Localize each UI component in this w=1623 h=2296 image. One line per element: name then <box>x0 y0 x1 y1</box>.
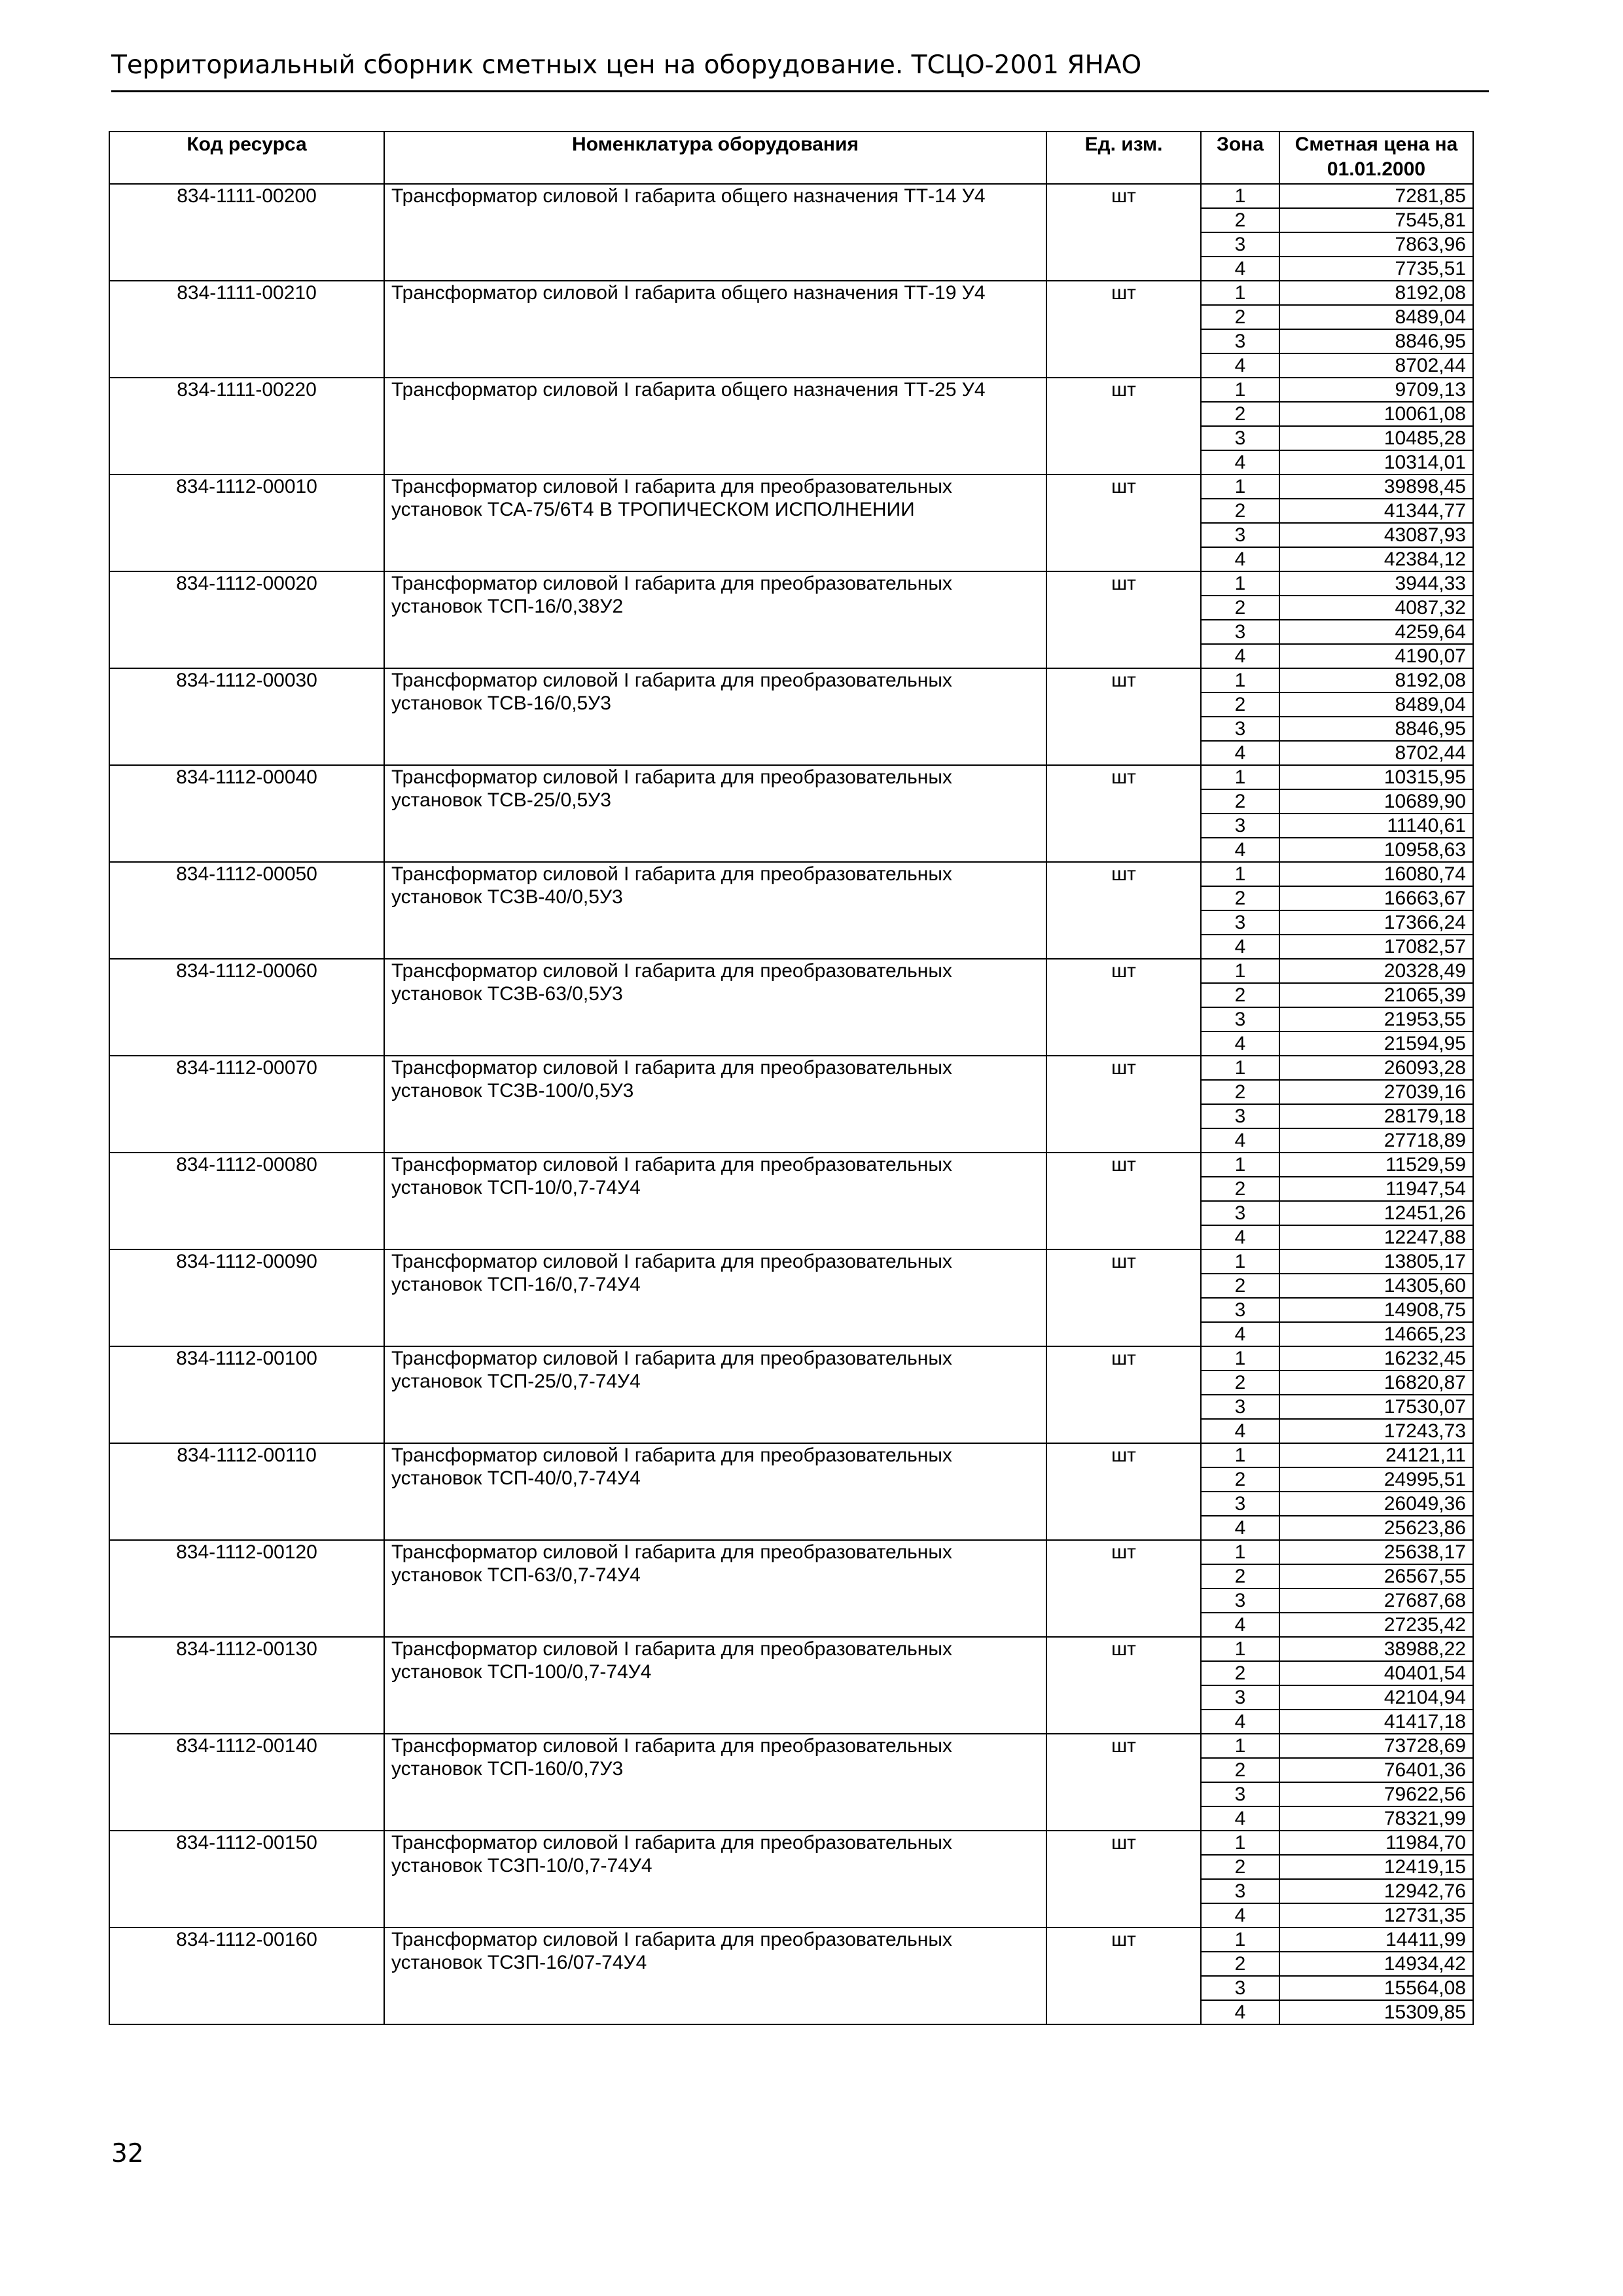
table-row <box>109 475 1473 499</box>
table-row <box>109 1734 1473 1758</box>
unit-cell: шт <box>1046 1346 1201 1443</box>
zone-cell: 3 <box>1201 1395 1279 1419</box>
unit-cell: шт <box>1046 959 1201 1056</box>
price-cell: 10315,95 <box>1279 765 1473 789</box>
zone-cell: 1 <box>1201 1346 1279 1371</box>
resource-code: 834-1112-00100 <box>109 1346 384 1443</box>
zone-cell: 2 <box>1201 499 1279 523</box>
unit-cell: шт <box>1046 1831 1201 1928</box>
zone-cell: 3 <box>1201 717 1279 741</box>
table-row <box>109 1249 1473 1274</box>
price-cell: 11529,59 <box>1279 1153 1473 1177</box>
price-cell: 28179,18 <box>1279 1104 1473 1128</box>
zone-cell: 4 <box>1201 450 1279 475</box>
price-cell: 25638,17 <box>1279 1540 1473 1564</box>
zone-cell: 4 <box>1201 1516 1279 1540</box>
table-row <box>109 378 1473 402</box>
zone-cell: 1 <box>1201 184 1279 208</box>
resource-code: 834-1112-00130 <box>109 1637 384 1734</box>
price-cell: 12247,88 <box>1279 1225 1473 1249</box>
zone-cell: 2 <box>1201 305 1279 329</box>
resource-code: 834-1111-00210 <box>109 281 384 378</box>
zone-cell: 3 <box>1201 426 1279 450</box>
price-cell: 8702,44 <box>1279 741 1473 765</box>
resource-code: 834-1112-00120 <box>109 1540 384 1637</box>
price-cell: 7545,81 <box>1279 208 1473 232</box>
table-row <box>109 1637 1473 1661</box>
price-cell: 10061,08 <box>1279 402 1473 426</box>
resource-code: 834-1112-00010 <box>109 475 384 571</box>
zone-cell: 4 <box>1201 1225 1279 1249</box>
price-cell: 16820,87 <box>1279 1371 1473 1395</box>
table-row <box>109 765 1473 789</box>
unit-cell: шт <box>1046 668 1201 765</box>
price-cell: 8192,08 <box>1279 668 1473 692</box>
equipment-name: Трансформатор силовой I габарита для преобразовательных установок ТСЗВ-40/0,5У3 <box>384 862 1046 959</box>
table-row <box>109 862 1473 886</box>
equipment-name: Трансформатор силовой I габарита для преобразовательных установок ТСЗВ-100/0,5У3 <box>384 1056 1046 1153</box>
zone-cell: 4 <box>1201 257 1279 281</box>
zone-cell: 3 <box>1201 1492 1279 1516</box>
zone-cell: 3 <box>1201 1201 1279 1225</box>
price-cell: 10689,90 <box>1279 789 1473 814</box>
price-cell: 4087,32 <box>1279 596 1473 620</box>
zone-cell: 1 <box>1201 1734 1279 1758</box>
column-header-name: Номенклатура оборудования <box>384 132 1046 184</box>
price-cell: 15564,08 <box>1279 1976 1473 2000</box>
resource-code: 834-1112-00040 <box>109 765 384 862</box>
price-cell: 17530,07 <box>1279 1395 1473 1419</box>
price-cell: 7863,96 <box>1279 232 1473 257</box>
zone-cell: 3 <box>1201 620 1279 644</box>
zone-cell: 2 <box>1201 1564 1279 1588</box>
zone-cell: 3 <box>1201 1298 1279 1322</box>
zone-cell: 3 <box>1201 1007 1279 1031</box>
table-row <box>109 959 1473 983</box>
unit-cell: шт <box>1046 1637 1201 1734</box>
price-cell: 13805,17 <box>1279 1249 1473 1274</box>
price-cell: 17082,57 <box>1279 935 1473 959</box>
price-cell: 41417,18 <box>1279 1710 1473 1734</box>
zone-cell: 4 <box>1201 741 1279 765</box>
price-cell: 8702,44 <box>1279 353 1473 378</box>
zone-cell: 3 <box>1201 1588 1279 1613</box>
zone-cell: 3 <box>1201 1976 1279 2000</box>
price-cell: 10314,01 <box>1279 450 1473 475</box>
price-cell: 21594,95 <box>1279 1031 1473 1056</box>
unit-cell: шт <box>1046 184 1201 281</box>
table-row <box>109 1540 1473 1564</box>
unit-cell: шт <box>1046 378 1201 475</box>
price-cell: 25623,86 <box>1279 1516 1473 1540</box>
column-header-unit: Ед. изм. <box>1046 132 1201 184</box>
zone-cell: 4 <box>1201 1322 1279 1346</box>
price-cell: 12451,26 <box>1279 1201 1473 1225</box>
price-cell: 11947,54 <box>1279 1177 1473 1201</box>
price-cell: 7281,85 <box>1279 184 1473 208</box>
price-cell: 11140,61 <box>1279 814 1473 838</box>
equipment-name: Трансформатор силовой I габарита для преобразовательных установок ТСЗВ-63/0,5У3 <box>384 959 1046 1056</box>
equipment-name: Трансформатор силовой I габарита общего назначения ТТ-25 У4 <box>384 378 1046 475</box>
column-header-code: Код ресурса <box>109 132 384 184</box>
table-body <box>109 184 1473 2024</box>
price-cell: 42384,12 <box>1279 547 1473 571</box>
price-cell: 14934,42 <box>1279 1952 1473 1976</box>
zone-cell: 1 <box>1201 378 1279 402</box>
price-cell: 43087,93 <box>1279 523 1473 547</box>
unit-cell: шт <box>1046 765 1201 862</box>
equipment-name: Трансформатор силовой I габарита для преобразовательных установок ТСЗП-10/0,7-74У4 <box>384 1831 1046 1928</box>
resource-code: 834-1111-00220 <box>109 378 384 475</box>
zone-cell: 2 <box>1201 1467 1279 1492</box>
zone-cell: 4 <box>1201 1806 1279 1831</box>
unit-cell: шт <box>1046 475 1201 571</box>
price-cell: 3944,33 <box>1279 571 1473 596</box>
zone-cell: 4 <box>1201 838 1279 862</box>
zone-cell: 4 <box>1201 2000 1279 2024</box>
price-cell: 16080,74 <box>1279 862 1473 886</box>
table-row <box>109 1153 1473 1177</box>
price-cell: 17243,73 <box>1279 1419 1473 1443</box>
price-cell: 7735,51 <box>1279 257 1473 281</box>
zone-cell: 4 <box>1201 1710 1279 1734</box>
zone-cell: 2 <box>1201 1274 1279 1298</box>
price-cell: 21065,39 <box>1279 983 1473 1007</box>
zone-cell: 1 <box>1201 475 1279 499</box>
zone-cell: 3 <box>1201 1685 1279 1710</box>
equipment-name: Трансформатор силовой I габарита для преобразовательных установок ТСА-75/6Т4 В ТРОПИЧЕСКОМ ИСПОЛНЕНИИ <box>384 475 1046 571</box>
zone-cell: 2 <box>1201 1177 1279 1201</box>
zone-cell: 2 <box>1201 596 1279 620</box>
table-row <box>109 1346 1473 1371</box>
zone-cell: 4 <box>1201 353 1279 378</box>
resource-code: 834-1112-00070 <box>109 1056 384 1153</box>
table-row <box>109 184 1473 208</box>
price-cell: 27687,68 <box>1279 1588 1473 1613</box>
price-cell: 76401,36 <box>1279 1758 1473 1782</box>
price-cell: 20328,49 <box>1279 959 1473 983</box>
price-cell: 26567,55 <box>1279 1564 1473 1588</box>
resource-code: 834-1111-00200 <box>109 184 384 281</box>
equipment-name: Трансформатор силовой I габарита для преобразовательных установок ТСВ-16/0,5У3 <box>384 668 1046 765</box>
zone-cell: 2 <box>1201 1080 1279 1104</box>
price-cell: 12731,35 <box>1279 1903 1473 1928</box>
equipment-name: Трансформатор силовой I габарита для преобразовательных установок ТСП-160/0,7У3 <box>384 1734 1046 1831</box>
zone-cell: 1 <box>1201 1831 1279 1855</box>
unit-cell: шт <box>1046 1153 1201 1249</box>
price-cell: 39898,45 <box>1279 475 1473 499</box>
zone-cell: 3 <box>1201 1782 1279 1806</box>
price-cell: 8846,95 <box>1279 717 1473 741</box>
resource-code: 834-1112-00080 <box>109 1153 384 1249</box>
unit-cell: шт <box>1046 571 1201 668</box>
price-cell: 17366,24 <box>1279 910 1473 935</box>
table-row <box>109 281 1473 305</box>
price-cell: 42104,94 <box>1279 1685 1473 1710</box>
price-cell: 24121,11 <box>1279 1443 1473 1467</box>
unit-cell: шт <box>1046 1056 1201 1153</box>
resource-code: 834-1112-00150 <box>109 1831 384 1928</box>
table-row <box>109 1056 1473 1080</box>
equipment-name: Трансформатор силовой I габарита для преобразовательных установок ТСП-10/0,7-74У4 <box>384 1153 1046 1249</box>
price-cell: 38988,22 <box>1279 1637 1473 1661</box>
zone-cell: 4 <box>1201 1613 1279 1637</box>
zone-cell: 1 <box>1201 668 1279 692</box>
zone-cell: 2 <box>1201 692 1279 717</box>
price-cell: 26093,28 <box>1279 1056 1473 1080</box>
equipment-name: Трансформатор силовой I габарита для преобразовательных установок ТСП-16/0,38У2 <box>384 571 1046 668</box>
price-cell: 27235,42 <box>1279 1613 1473 1637</box>
table-row <box>109 1443 1473 1467</box>
table-row <box>109 1928 1473 1952</box>
price-cell: 79622,56 <box>1279 1782 1473 1806</box>
zone-cell: 1 <box>1201 959 1279 983</box>
price-cell: 27718,89 <box>1279 1128 1473 1153</box>
zone-cell: 2 <box>1201 1855 1279 1879</box>
price-table <box>109 131 1474 2025</box>
zone-cell: 1 <box>1201 281 1279 305</box>
zone-cell: 2 <box>1201 886 1279 910</box>
page-header-title: Территориальный сборник сметных цен на оборудование. ТСЦО-2001 ЯНАО <box>111 50 1142 80</box>
price-cell: 41344,77 <box>1279 499 1473 523</box>
zone-cell: 4 <box>1201 935 1279 959</box>
zone-cell: 2 <box>1201 983 1279 1007</box>
zone-cell: 1 <box>1201 765 1279 789</box>
price-cell: 8192,08 <box>1279 281 1473 305</box>
price-cell: 8846,95 <box>1279 329 1473 353</box>
column-header-zone: Зона <box>1201 132 1279 184</box>
zone-cell: 1 <box>1201 1153 1279 1177</box>
zone-cell: 1 <box>1201 862 1279 886</box>
zone-cell: 2 <box>1201 1758 1279 1782</box>
resource-code: 834-1112-00020 <box>109 571 384 668</box>
page-number: 32 <box>111 2139 144 2168</box>
zone-cell: 3 <box>1201 523 1279 547</box>
resource-code: 834-1112-00110 <box>109 1443 384 1540</box>
zone-cell: 1 <box>1201 1540 1279 1564</box>
price-cell: 11984,70 <box>1279 1831 1473 1855</box>
zone-cell: 4 <box>1201 1031 1279 1056</box>
zone-cell: 2 <box>1201 789 1279 814</box>
table-row <box>109 668 1473 692</box>
price-cell: 14665,23 <box>1279 1322 1473 1346</box>
price-cell: 9709,13 <box>1279 378 1473 402</box>
zone-cell: 1 <box>1201 1928 1279 1952</box>
price-cell: 14411,99 <box>1279 1928 1473 1952</box>
unit-cell: шт <box>1046 1734 1201 1831</box>
price-cell: 14305,60 <box>1279 1274 1473 1298</box>
price-cell: 12419,15 <box>1279 1855 1473 1879</box>
zone-cell: 1 <box>1201 1637 1279 1661</box>
zone-cell: 3 <box>1201 814 1279 838</box>
resource-code: 834-1112-00160 <box>109 1928 384 2024</box>
price-cell: 12942,76 <box>1279 1879 1473 1903</box>
equipment-name: Трансформатор силовой I габарита для преобразовательных установок ТСВ-25/0,5У3 <box>384 765 1046 862</box>
zone-cell: 2 <box>1201 402 1279 426</box>
price-cell: 8489,04 <box>1279 692 1473 717</box>
price-cell: 14908,75 <box>1279 1298 1473 1322</box>
resource-code: 834-1112-00050 <box>109 862 384 959</box>
zone-cell: 3 <box>1201 1879 1279 1903</box>
zone-cell: 2 <box>1201 1661 1279 1685</box>
equipment-name: Трансформатор силовой I габарита для преобразовательных установок ТСП-16/0,7-74У4 <box>384 1249 1046 1346</box>
price-cell: 27039,16 <box>1279 1080 1473 1104</box>
equipment-name: Трансформатор силовой I габарита для преобразовательных установок ТСП-40/0,7-74У4 <box>384 1443 1046 1540</box>
resource-code: 834-1112-00090 <box>109 1249 384 1346</box>
zone-cell: 3 <box>1201 910 1279 935</box>
resource-code: 834-1112-00140 <box>109 1734 384 1831</box>
zone-cell: 2 <box>1201 208 1279 232</box>
price-cell: 10958,63 <box>1279 838 1473 862</box>
price-cell: 24995,51 <box>1279 1467 1473 1492</box>
header-rule <box>111 90 1489 92</box>
column-header-price: Сметная цена на 01.01.2000 <box>1279 132 1473 184</box>
price-cell: 40401,54 <box>1279 1661 1473 1685</box>
table-header-row <box>109 132 1473 184</box>
zone-cell: 1 <box>1201 1056 1279 1080</box>
equipment-name: Трансформатор силовой I габарита для преобразовательных установок ТСП-100/0,7-74У4 <box>384 1637 1046 1734</box>
equipment-name: Трансформатор силовой I габарита общего назначения ТТ-14 У4 <box>384 184 1046 281</box>
zone-cell: 1 <box>1201 1443 1279 1467</box>
price-cell: 15309,85 <box>1279 2000 1473 2024</box>
zone-cell: 4 <box>1201 547 1279 571</box>
price-cell: 4190,07 <box>1279 644 1473 668</box>
unit-cell: шт <box>1046 1928 1201 2024</box>
price-cell: 73728,69 <box>1279 1734 1473 1758</box>
zone-cell: 3 <box>1201 1104 1279 1128</box>
price-cell: 16663,67 <box>1279 886 1473 910</box>
price-cell: 10485,28 <box>1279 426 1473 450</box>
table-row <box>109 1831 1473 1855</box>
zone-cell: 1 <box>1201 1249 1279 1274</box>
zone-cell: 2 <box>1201 1952 1279 1976</box>
price-cell: 21953,55 <box>1279 1007 1473 1031</box>
price-cell: 78321,99 <box>1279 1806 1473 1831</box>
unit-cell: шт <box>1046 281 1201 378</box>
zone-cell: 4 <box>1201 1128 1279 1153</box>
unit-cell: шт <box>1046 862 1201 959</box>
equipment-name: Трансформатор силовой I габарита для преобразовательных установок ТСЗП-16/07-74У4 <box>384 1928 1046 2024</box>
unit-cell: шт <box>1046 1443 1201 1540</box>
resource-code: 834-1112-00030 <box>109 668 384 765</box>
price-cell: 26049,36 <box>1279 1492 1473 1516</box>
price-cell: 4259,64 <box>1279 620 1473 644</box>
equipment-name: Трансформатор силовой I габарита для преобразовательных установок ТСП-63/0,7-74У4 <box>384 1540 1046 1637</box>
table-row <box>109 571 1473 596</box>
price-cell: 8489,04 <box>1279 305 1473 329</box>
resource-code: 834-1112-00060 <box>109 959 384 1056</box>
zone-cell: 1 <box>1201 571 1279 596</box>
zone-cell: 4 <box>1201 644 1279 668</box>
equipment-name: Трансформатор силовой I габарита общего назначения ТТ-19 У4 <box>384 281 1046 378</box>
zone-cell: 4 <box>1201 1903 1279 1928</box>
unit-cell: шт <box>1046 1249 1201 1346</box>
unit-cell: шт <box>1046 1540 1201 1637</box>
zone-cell: 3 <box>1201 329 1279 353</box>
zone-cell: 4 <box>1201 1419 1279 1443</box>
price-cell: 16232,45 <box>1279 1346 1473 1371</box>
equipment-name: Трансформатор силовой I габарита для преобразовательных установок ТСП-25/0,7-74У4 <box>384 1346 1046 1443</box>
zone-cell: 3 <box>1201 232 1279 257</box>
zone-cell: 2 <box>1201 1371 1279 1395</box>
